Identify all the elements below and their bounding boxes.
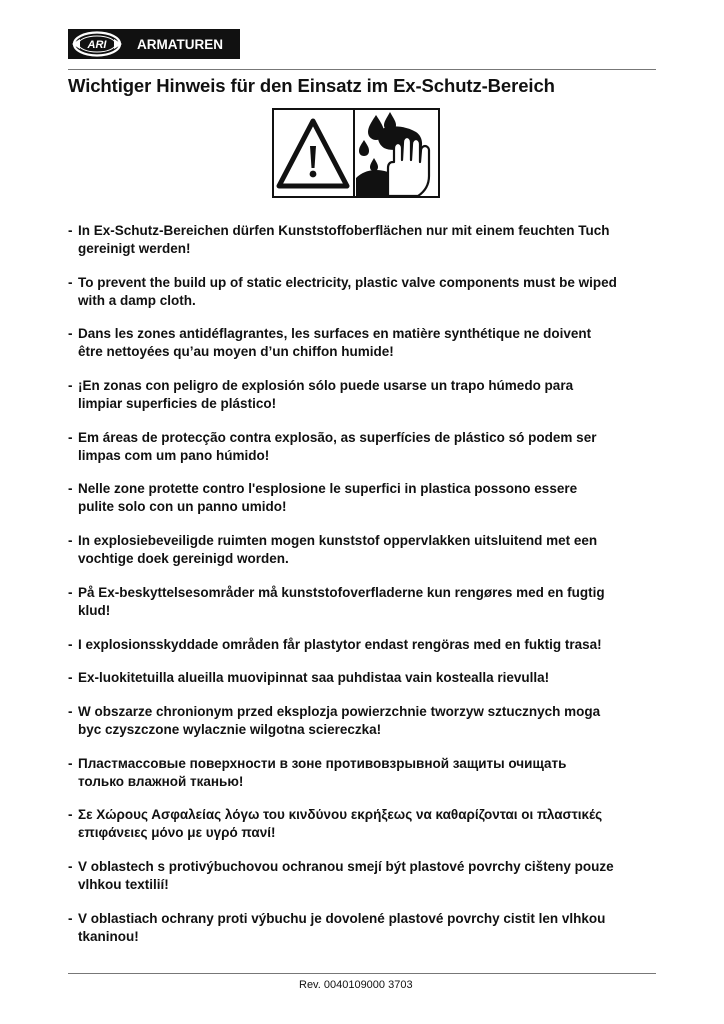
note-line: Em áreas de protecção contra explosão, as superfícies de plástico só podem ser [78, 429, 597, 445]
note-line: W obszarze chronionym przed eksplozja powierzchnie tworzyw sztucznych moga [78, 703, 601, 719]
note-line: limpiar superficies de plástico! [78, 396, 277, 412]
note-line: V oblastiach ochrany proti výbuchu je dovolené plastové povrchy cistit len vlhkou [78, 910, 606, 926]
bullet-dash: - [68, 378, 73, 394]
note-line: gereinigt werden! [78, 241, 191, 256]
bullet-dash: - [68, 429, 73, 445]
note-line: På Ex-beskyttelsesområder må kunststofoverfladerne kun rengøres med en fugtig [78, 584, 605, 600]
bullet-dash: - [68, 858, 73, 874]
ari-armaturen-logo [68, 29, 240, 59]
list-item [68, 910, 668, 946]
list-item [68, 480, 668, 516]
note-line: byc czyszczone wylacznie wilgotna sciereczka! [78, 721, 382, 737]
list-item [68, 669, 668, 687]
note-line: In explosiebeveiligde ruimten mogen kunststof oppervlakken uitsluitend met een [78, 533, 598, 549]
svg-text:ARI: ARI [87, 39, 107, 51]
note-line: Dans les zones antidéflagrantes, les surfaces en matière synthétique ne doivent [78, 326, 592, 342]
list-item [68, 636, 668, 654]
bullet-dash: - [68, 636, 73, 652]
note-line: только влажной тканью! [78, 773, 244, 789]
list-item [68, 274, 668, 310]
bullet-dash: - [68, 326, 73, 342]
page-title: Wichtiger Hinweis für den Einsatz im Ex-Schutz-Bereich [68, 75, 555, 96]
revision-number: Rev. 0040109000 3703 [299, 979, 413, 991]
note-line: In Ex-Schutz-Bereichen dürfen Kunststoffoberflächen nur mit einem feuchten Tuch [78, 223, 610, 238]
bullet-dash: - [68, 910, 73, 926]
list-item [68, 325, 668, 361]
list-item [68, 532, 668, 568]
note-line: επιφάνειες μόνο με υγρό πανί! [78, 825, 276, 841]
note-line: ¡En zonas con peligro de explosión sólo puede usarse un trapo húmedo para [78, 378, 574, 394]
bullet-dash: - [68, 755, 73, 771]
note-line: To prevent the build up of static electricity, plastic valve components must be wiped [78, 274, 617, 290]
list-item [68, 858, 668, 894]
list-item [68, 584, 668, 620]
bullet-dash: - [68, 533, 73, 549]
bullet-dash: - [68, 481, 73, 497]
list-item [68, 429, 668, 465]
bullet-dash: - [68, 274, 73, 290]
list-item [68, 377, 668, 413]
header-rule [68, 69, 656, 70]
footer-rule [68, 973, 656, 974]
note-line: limpas com um pano húmido! [78, 447, 270, 463]
note-line: Σε Χώρους Ασφαλείας λόγω του κινδύνου εκρήξεως να καθαρίζονται οι πλαστικές [78, 807, 603, 823]
list-item [68, 806, 668, 842]
svg-text:ARMATUREN: ARMATUREN [137, 37, 223, 52]
note-line: with a damp cloth. [78, 292, 196, 308]
bullet-dash: - [68, 807, 73, 823]
bullet-dash: - [68, 223, 73, 238]
note-line: Nelle zone protette contro l'esplosione le superfici in plastica possono essere [78, 481, 578, 497]
bullet-dash: - [68, 703, 73, 719]
bullet-dash: - [68, 584, 73, 600]
safety-pictogram [272, 108, 440, 198]
list-item [68, 755, 668, 791]
bullet-dash: - [68, 670, 73, 686]
note-line: klud! [78, 602, 111, 618]
note-line: pulite solo con un panno umido! [78, 499, 287, 515]
list-item [68, 222, 668, 258]
note-line: Ex-luokitetuilla alueilla muovipinnat saa puhdistaa vain kostealla rievulla! [78, 670, 550, 686]
list-item [68, 703, 668, 739]
note-line: vochtige doek gereinigd worden. [78, 551, 289, 567]
notes-list [68, 222, 668, 961]
note-line: être nettoyées qu’au moyen d’un chiffon humide! [78, 344, 394, 360]
note-line: I explosionsskyddade områden får plastytor endast rengöras med en fuktig trasa! [78, 636, 602, 652]
note-line: Пластмассовые поверхности в зоне противовзрывной защиты очищать [78, 755, 567, 771]
note-line: V oblastech s protivýbuchovou ochranou smejí být plastové povrchy cišteny pouze [78, 858, 614, 874]
note-line: tkaninou! [78, 928, 139, 944]
note-line: vlhkou textilií! [78, 876, 169, 892]
